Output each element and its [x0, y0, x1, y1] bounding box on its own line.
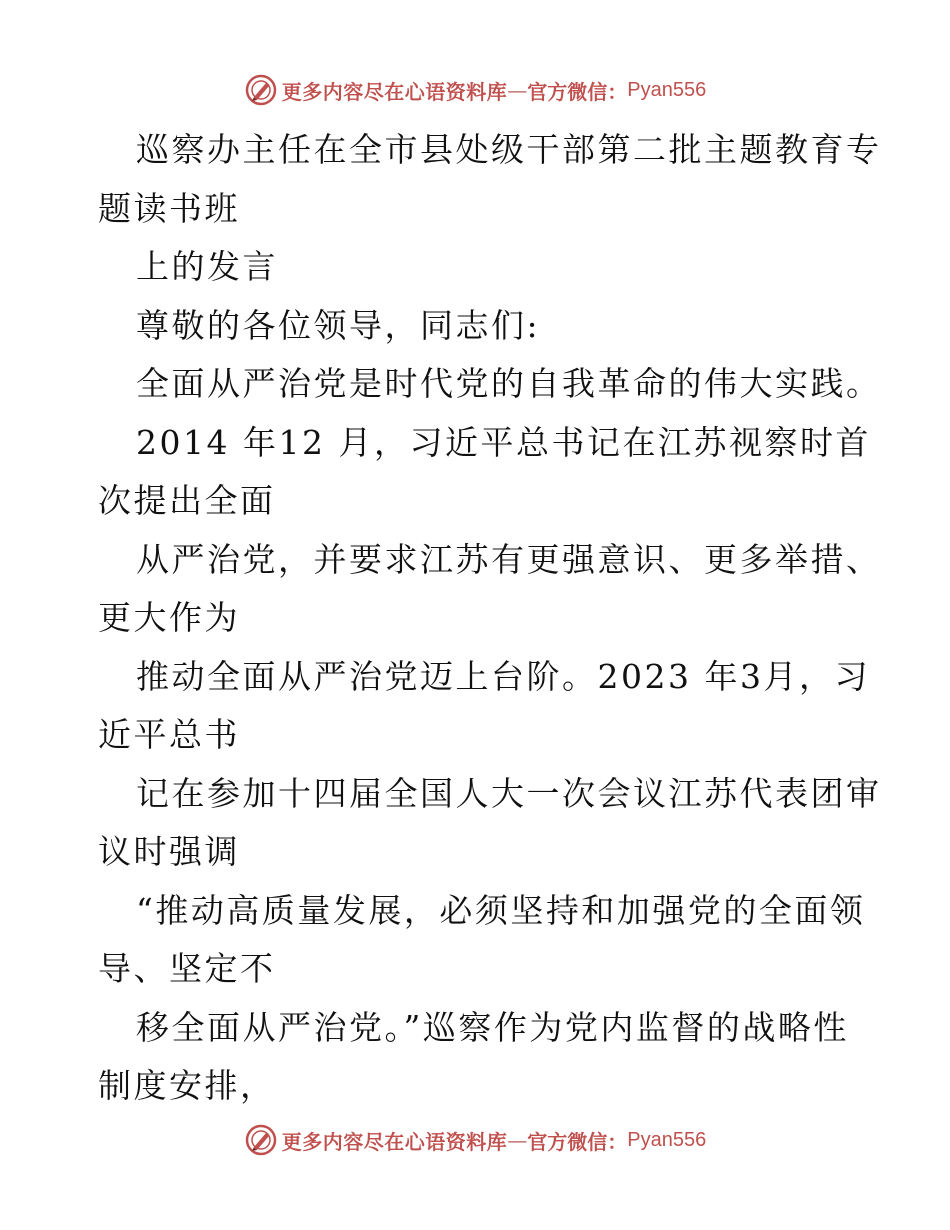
- text-line: 尊敬的各位领导，同志们:: [136, 305, 541, 345]
- header-watermark: [0, 70, 950, 110]
- watermark-text: 更多内容尽在心语资料库: [281, 79, 508, 104]
- document-body: [98, 121, 882, 1116]
- text-line: 记在参加十四届全国人大一次会议江苏代表团审: [136, 773, 882, 813]
- text-line: 2014 年12 月，习近平总书记在江苏视察时首: [136, 422, 871, 462]
- text-line: 近平总书: [98, 715, 240, 754]
- footer-watermark: [0, 1120, 950, 1160]
- watermark-label: 官方微信：: [527, 79, 628, 104]
- text-line: 题读书班: [98, 188, 240, 228]
- watermark-id: Pyan556: [627, 1128, 707, 1151]
- text-line: 导、坚定不: [98, 949, 276, 988]
- text-line: 议时强调: [98, 832, 240, 871]
- watermark-id: Pyan556: [627, 78, 707, 101]
- pen-nib-circle-icon: [244, 73, 278, 107]
- text-line: “推动高质量发展，必须坚持和加强党的全面领: [136, 890, 866, 930]
- watermark-separator: —: [507, 1128, 528, 1152]
- text-line: 更大作为: [98, 598, 240, 637]
- text-line: 全面从严治党是时代党的自我革命的伟大实践。: [136, 364, 882, 403]
- text-line: 次提出全面: [98, 481, 276, 520]
- watermark-text: 更多内容尽在心语资料库: [281, 1129, 508, 1154]
- text-line: 移全面从严治党。”巡察作为党内监督的战略性: [136, 1007, 849, 1047]
- text-line: 巡察办主任在全市县处级干部第二批主题教育专: [136, 130, 882, 169]
- pen-nib-circle-icon: [244, 1123, 278, 1157]
- watermark-separator: —: [507, 78, 528, 102]
- text-line: 从严治党，并要求江苏有更强意识、更多举措、: [136, 539, 882, 579]
- text-line: 推动全面从严治党迈上台阶。2023 年3月，习: [136, 656, 870, 696]
- text-line: 上的发言: [136, 247, 278, 286]
- text-line: 制度安排，: [98, 1066, 276, 1105]
- watermark-label: 官方微信：: [527, 1129, 628, 1154]
